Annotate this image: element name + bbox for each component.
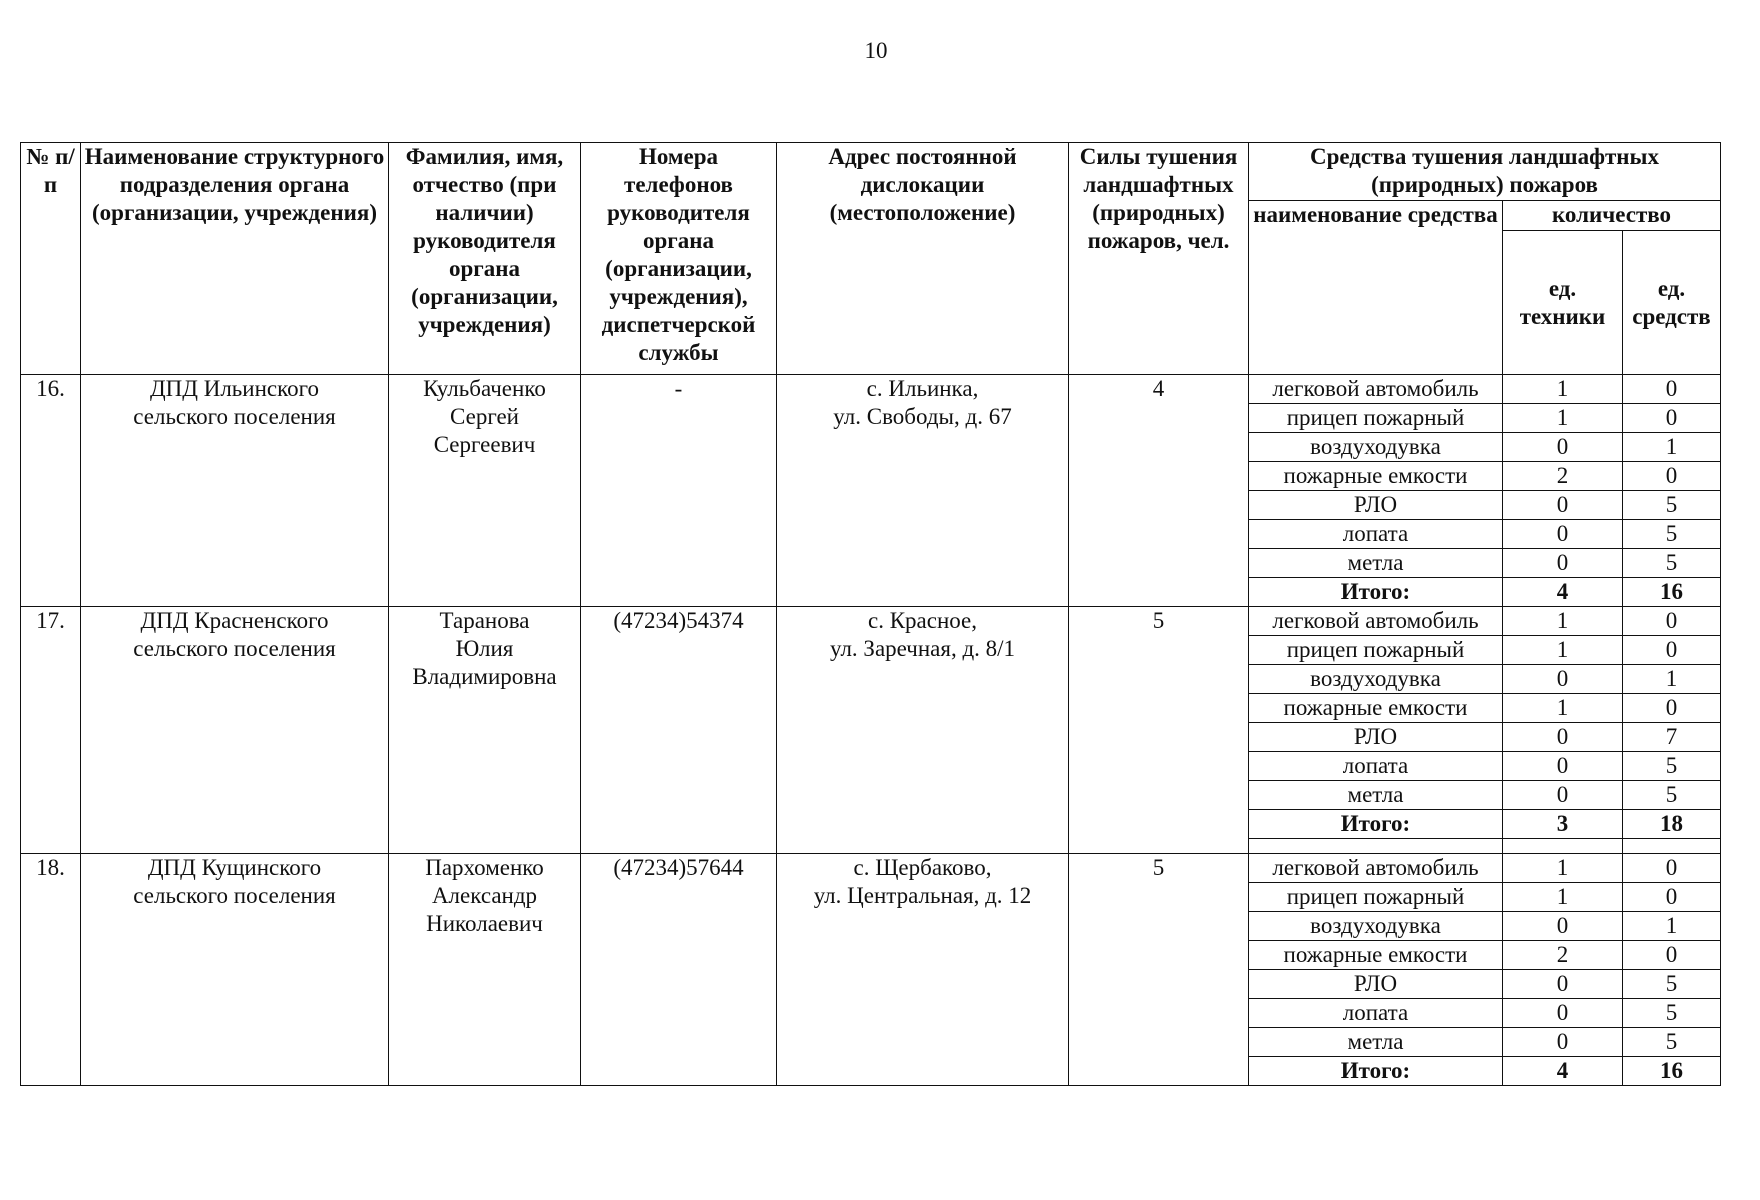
row-address: [777, 854, 1069, 1086]
qty-tech: 0: [1503, 781, 1623, 810]
header-quantity: количество: [1503, 201, 1721, 231]
qty-tech: 1: [1503, 607, 1623, 636]
row-forces: 5: [1069, 854, 1249, 1086]
qty-means: 7: [1623, 723, 1721, 752]
row-unit-name-line-1: ДПД Кущинского: [147, 855, 322, 880]
means-name: прицеп пожарный: [1249, 883, 1503, 912]
means-name: метла: [1249, 781, 1503, 810]
row-address-line-1: с. Ильинка,: [866, 376, 979, 401]
qty-means: 5: [1623, 1028, 1721, 1057]
means-name: прицеп пожарный: [1249, 636, 1503, 665]
means-name: РЛО: [1249, 491, 1503, 520]
header-qty-tech: ед. техники: [1503, 231, 1623, 375]
qty-means: 0: [1623, 375, 1721, 404]
row-head-name: [389, 607, 581, 854]
means-name: лопата: [1249, 520, 1503, 549]
qty-tech: 1: [1503, 883, 1623, 912]
qty-tech: 1: [1503, 854, 1623, 883]
row-head-patronymic: Сергеевич: [433, 432, 536, 457]
qty-tech: 0: [1503, 912, 1623, 941]
qty-tech: 0: [1503, 433, 1623, 462]
row-head-first-name: Юлия: [455, 636, 514, 661]
row-head-name: [389, 375, 581, 607]
qty-tech: 1: [1503, 375, 1623, 404]
row-unit-name: [81, 854, 389, 1086]
total-label: Итого:: [1249, 1057, 1503, 1086]
header-address: Адрес постоянной дислокации (местоположение): [777, 143, 1069, 375]
row-head-patronymic: Владимировна: [412, 664, 557, 689]
row-address: [777, 375, 1069, 607]
table-row: [21, 375, 1721, 404]
means-name: прицеп пожарный: [1249, 404, 1503, 433]
row-phone: (47234)54374: [581, 607, 777, 854]
header-head: Фамилия, имя, отчество (при наличии) руководителя органа (организации, учреждения): [389, 143, 581, 375]
qty-tech: 0: [1503, 549, 1623, 578]
header-phones: Номера телефонов руководителя органа (организации, учреждения), диспетчерской службы: [581, 143, 777, 375]
qty-means: 1: [1623, 665, 1721, 694]
qty-means: 0: [1623, 636, 1721, 665]
row-number: 16.: [21, 375, 81, 607]
total-means: 18: [1623, 810, 1721, 839]
row-number: 17.: [21, 607, 81, 854]
row-address-line-1: с. Красное,: [867, 608, 977, 633]
header-qty-means: ед. средств: [1623, 231, 1721, 375]
means-name: легковой автомобиль: [1249, 375, 1503, 404]
header-num: № п/п: [21, 143, 81, 375]
qty-means: 0: [1623, 607, 1721, 636]
row-unit-name: [81, 375, 389, 607]
row-phone: (47234)57644: [581, 854, 777, 1086]
qty-tech: 0: [1503, 970, 1623, 999]
header-means-name: наименование средства: [1249, 201, 1503, 375]
means-name: метла: [1249, 549, 1503, 578]
total-means: 16: [1623, 1057, 1721, 1086]
means-name: лопата: [1249, 999, 1503, 1028]
means-name: воздуходувка: [1249, 433, 1503, 462]
qty-tech: 0: [1503, 520, 1623, 549]
means-name: РЛО: [1249, 970, 1503, 999]
row-unit-name-line-1: ДПД Красненского: [140, 608, 329, 633]
row-phone: -: [581, 375, 777, 607]
qty-means: 0: [1623, 941, 1721, 970]
qty-means: 0: [1623, 694, 1721, 723]
qty-means: 5: [1623, 520, 1721, 549]
qty-tech: 1: [1503, 404, 1623, 433]
qty-tech: 1: [1503, 636, 1623, 665]
spacer-cell: [1623, 839, 1721, 854]
table-row: [21, 854, 1721, 883]
spacer-cell: [1503, 839, 1623, 854]
row-forces: 4: [1069, 375, 1249, 607]
page-number: 10: [864, 38, 888, 63]
qty-means: 1: [1623, 433, 1721, 462]
row-address: [777, 607, 1069, 854]
total-label: Итого:: [1249, 578, 1503, 607]
row-unit-name-line-1: ДПД Ильинского: [149, 376, 319, 401]
qty-means: 5: [1623, 999, 1721, 1028]
row-head-name: [389, 854, 581, 1086]
qty-means: 0: [1623, 404, 1721, 433]
qty-tech: 2: [1503, 462, 1623, 491]
row-address-line-2: ул. Центральная, д. 12: [813, 883, 1032, 908]
qty-means: 1: [1623, 912, 1721, 941]
qty-tech: 0: [1503, 752, 1623, 781]
qty-tech: 0: [1503, 723, 1623, 752]
table-row: [21, 607, 1721, 636]
qty-means: 0: [1623, 462, 1721, 491]
header-unit: Наименование структурного подразделения органа (организации, учреждения): [81, 143, 389, 375]
header-forces: Силы тушения ландшафтных (природных) пожаров, чел.: [1069, 143, 1249, 375]
row-head-surname: Таранова: [439, 608, 530, 633]
qty-tech: 1: [1503, 694, 1623, 723]
row-unit-name-line-2: сельского поселения: [133, 404, 336, 429]
row-head-first-name: Сергей: [450, 404, 519, 429]
row-unit-name: [81, 607, 389, 854]
qty-means: 5: [1623, 781, 1721, 810]
total-label: Итого:: [1249, 810, 1503, 839]
row-head-surname: Кульбаченко: [423, 376, 546, 401]
row-unit-name-line-2: сельского поселения: [133, 636, 336, 661]
qty-means: 5: [1623, 752, 1721, 781]
row-address-line-2: ул. Свободы, д. 67: [833, 404, 1012, 429]
means-name: пожарные емкости: [1249, 941, 1503, 970]
qty-tech: 2: [1503, 941, 1623, 970]
means-name: легковой автомобиль: [1249, 607, 1503, 636]
qty-means: 5: [1623, 491, 1721, 520]
qty-tech: 0: [1503, 491, 1623, 520]
total-tech: 4: [1503, 578, 1623, 607]
means-name: РЛО: [1249, 723, 1503, 752]
means-name: метла: [1249, 1028, 1503, 1057]
qty-means: 5: [1623, 970, 1721, 999]
means-name: воздуходувка: [1249, 912, 1503, 941]
means-name: лопата: [1249, 752, 1503, 781]
means-name: пожарные емкости: [1249, 694, 1503, 723]
total-tech: 4: [1503, 1057, 1623, 1086]
spacer-cell: [1249, 839, 1503, 854]
total-tech: 3: [1503, 810, 1623, 839]
row-number: 18.: [21, 854, 81, 1086]
row-unit-name-line-2: сельского поселения: [133, 883, 336, 908]
qty-means: 0: [1623, 854, 1721, 883]
row-address-line-2: ул. Заречная, д. 8/1: [829, 636, 1016, 661]
qty-means: 5: [1623, 549, 1721, 578]
qty-tech: 0: [1503, 999, 1623, 1028]
total-means: 16: [1623, 578, 1721, 607]
row-address-line-1: с. Щербаково,: [853, 855, 992, 880]
qty-tech: 0: [1503, 1028, 1623, 1057]
row-head-first-name: Александр: [431, 883, 538, 908]
header-means-group: Средства тушения ландшафтных (природных) пожаров: [1249, 143, 1721, 201]
row-head-patronymic: Николаевич: [426, 911, 543, 936]
qty-tech: 0: [1503, 665, 1623, 694]
means-name: пожарные емкости: [1249, 462, 1503, 491]
fire-means-table: [20, 142, 1721, 1086]
qty-means: 0: [1623, 883, 1721, 912]
means-name: воздуходувка: [1249, 665, 1503, 694]
means-name: легковой автомобиль: [1249, 854, 1503, 883]
table-header: [21, 143, 1721, 375]
table-body: [21, 375, 1721, 1086]
row-head-surname: Пархоменко: [425, 855, 544, 880]
row-forces: 5: [1069, 607, 1249, 854]
